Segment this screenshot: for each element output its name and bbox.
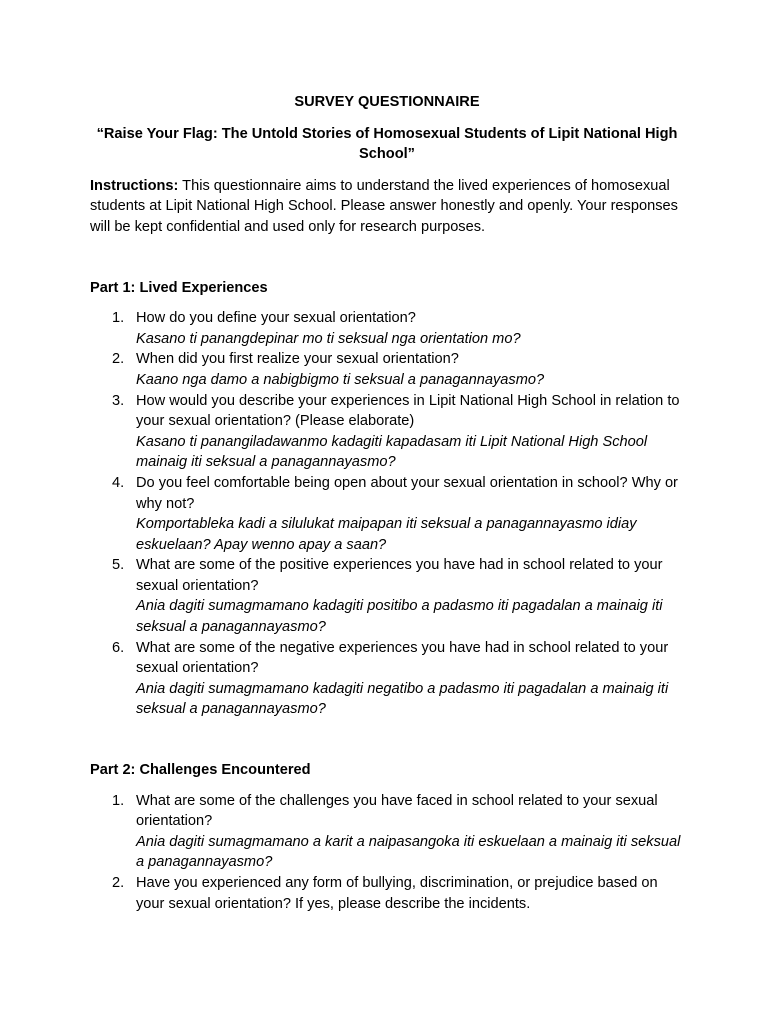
part-1-heading: Part 1: Lived Experiences xyxy=(90,279,268,296)
instructions-label: Instructions: xyxy=(90,177,179,194)
question-item xyxy=(90,638,684,720)
question-english: Have you experienced any form of bullying, discrimination, or prejudice based on your sexual orientation? If yes, please describe the incidents. xyxy=(136,875,658,912)
question-ilocano: Kasano ti panangdepinar mo ti seksual nga orientation mo? xyxy=(136,330,521,347)
part-2-heading: Part 2: Challenges Encountered xyxy=(90,762,311,779)
question-item xyxy=(90,791,684,873)
question-english: How do you define your sexual orientation? xyxy=(136,310,416,327)
question-english: What are some of the negative experiences you have had in school related to your sexual orientation? xyxy=(136,639,669,677)
instructions-text: This questionnaire aims to understand the lived experiences of homosexual students at Lipit National High School. Please answer honestly and openly. Your responses will be kept confidential and used only for research purposes. xyxy=(90,177,678,235)
question-ilocano: Kasano ti panangiladawanmo kadagiti kapadasam iti Lipit National High School mainaig iti seksual a panagannayasmo? xyxy=(136,433,648,471)
question-number: 2. xyxy=(112,875,125,891)
document-subtitle: “Raise Your Flag: The Untold Stories of Homosexual Students of Lipit National High School” xyxy=(96,125,678,163)
document-page xyxy=(90,92,684,914)
question-english: Do you feel comfortable being open about your sexual orientation in school? Why or why not? xyxy=(136,474,678,512)
part-1-question-list xyxy=(90,308,684,720)
question-number: 4. xyxy=(112,474,125,491)
part-2-question-list xyxy=(90,791,684,915)
question-number: 1. xyxy=(112,792,125,809)
question-english: How would you describe your experiences in Lipit National High School in relation to your sexual orientation? (Please elaborate) xyxy=(136,392,680,430)
question-ilocano: Komportableka kadi a silulukat maipapan iti seksual a panagannayasmo idiay eskuelaan? Apay wenno apay a saan? xyxy=(136,516,637,553)
question-english: What are some of the positive experiences you have had in school related to your sexual orientation? xyxy=(136,557,663,594)
question-ilocano: Ania dagiti sumagmamano kadagiti negatibo a padasmo iti pagadalan a mainaig iti seksual a panagannayasmo? xyxy=(136,680,669,718)
question-number: 5. xyxy=(112,557,125,574)
question-item xyxy=(90,391,684,473)
question-number: 1. xyxy=(112,310,125,327)
document-title: SURVEY QUESTIONNAIRE xyxy=(294,94,480,110)
question-item xyxy=(90,873,684,914)
question-item xyxy=(90,308,684,349)
question-english: When did you first realize your sexual orientation? xyxy=(136,351,459,368)
question-ilocano: Ania dagiti sumagmamano kadagiti positibo a padasmo iti pagadalan a mainaig iti seksual a panagannayasmo? xyxy=(136,598,663,636)
question-english: What are some of the challenges you have faced in school related to your sexual orientation? xyxy=(136,792,658,830)
question-item xyxy=(90,349,684,390)
question-number: 2. xyxy=(112,351,125,368)
question-ilocano: Ania dagiti sumagmamano a karit a naipasangoka iti eskuelaan a mainaig iti seksual a panagannayasmo? xyxy=(136,833,681,871)
question-item xyxy=(90,473,684,555)
question-ilocano: Kaano nga damo a nabigbigmo ti seksual a panagannayasmo? xyxy=(136,371,545,388)
question-number: 3. xyxy=(112,392,125,409)
question-number: 6. xyxy=(112,639,125,656)
instructions-paragraph xyxy=(90,176,684,238)
question-item xyxy=(90,555,684,637)
